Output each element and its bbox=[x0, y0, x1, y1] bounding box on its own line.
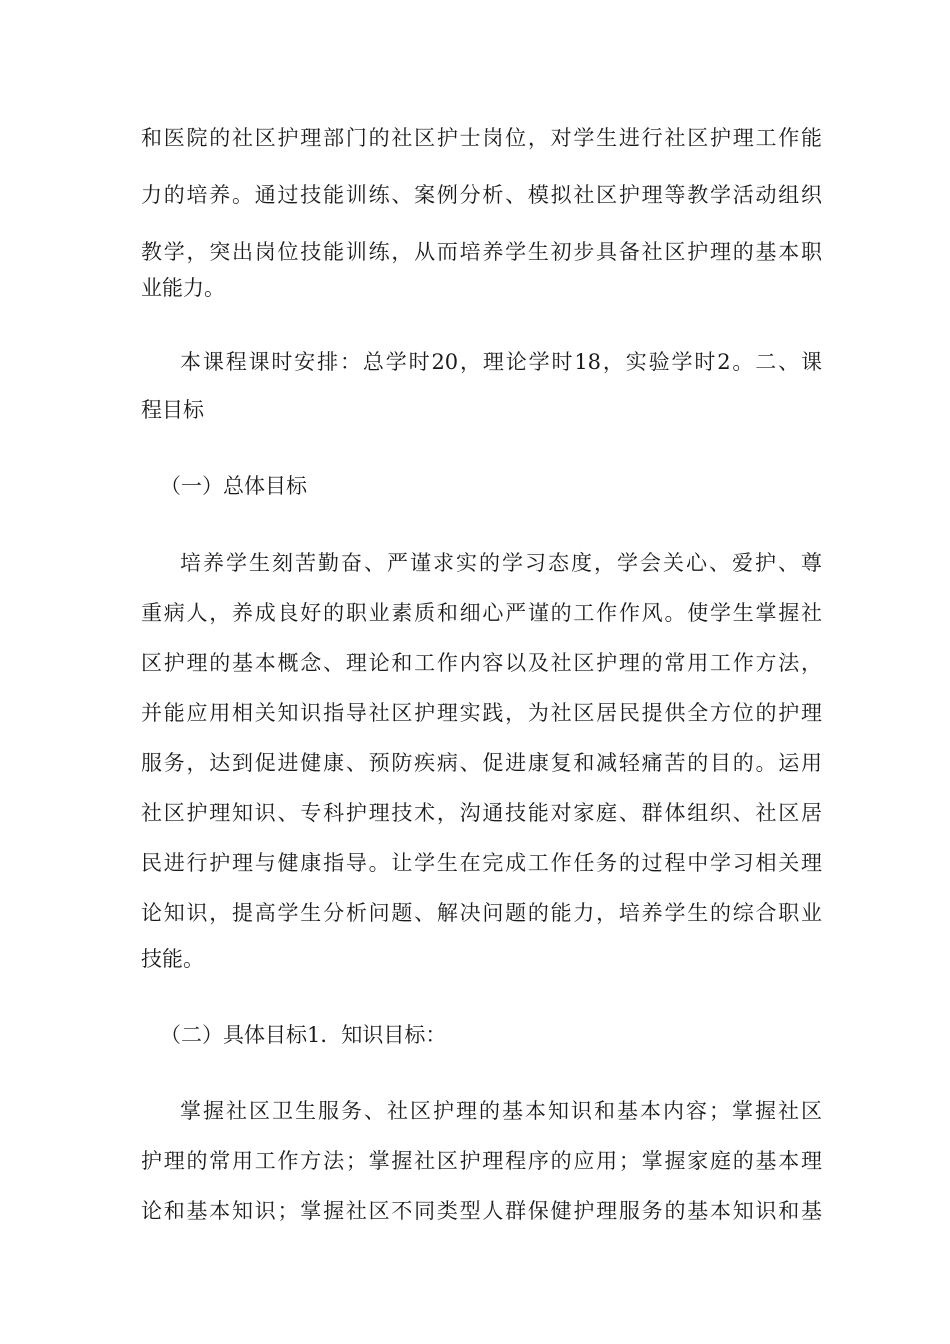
hours-line-1: 本课程课时安排：总学时20，理论学时18，实验学时2。二、课 bbox=[180, 350, 822, 374]
heading-overall-goals: （一）总体目标 bbox=[160, 474, 307, 498]
hours-line-2: 程目标 bbox=[141, 398, 204, 422]
knowledge-line-3: 论和基本知识；掌握社区不同类型人群保健护理服务的基本知识和基 bbox=[141, 1199, 822, 1223]
overall-line-7: 民进行护理与健康指导。让学生在完成工作任务的过程中学习相关理 bbox=[141, 851, 822, 875]
intro-line-2: 力的培养。通过技能训练、案例分析、模拟社区护理等教学活动组织 bbox=[141, 183, 822, 207]
overall-line-4: 并能应用相关知识指导社区护理实践，为社区居民提供全方位的护理 bbox=[141, 701, 822, 725]
heading-specific-goals: （二）具体目标1．知识目标： bbox=[160, 1023, 447, 1047]
knowledge-line-2: 护理的常用工作方法；掌握社区护理程序的应用；掌握家庭的基本理 bbox=[141, 1149, 822, 1173]
overall-line-1: 培养学生刻苦勤奋、严谨求实的学习态度，学会关心、爱护、尊 bbox=[180, 551, 822, 575]
overall-line-9: 技能。 bbox=[141, 947, 204, 971]
intro-line-1: 和医院的社区护理部门的社区护士岗位，对学生进行社区护理工作能 bbox=[141, 126, 822, 150]
overall-line-3: 区护理的基本概念、理论和工作内容以及社区护理的常用工作方法， bbox=[141, 651, 822, 675]
overall-line-6: 社区护理知识、专科护理技术，沟通技能对家庭、群体组织、社区居 bbox=[141, 801, 822, 825]
overall-line-5: 服务，达到促进健康、预防疾病、促进康复和减轻痛苦的目的。运用 bbox=[141, 751, 822, 775]
intro-line-4: 业能力。 bbox=[141, 276, 225, 300]
knowledge-line-1: 掌握社区卫生服务、社区护理的基本知识和基本内容；掌握社区 bbox=[180, 1099, 822, 1123]
overall-line-2: 重病人，养成良好的职业素质和细心严谨的工作作风。使学生掌握社 bbox=[141, 601, 822, 625]
intro-line-3: 教学，突出岗位技能训练，从而培养学生初步具备社区护理的基本职 bbox=[141, 240, 822, 264]
overall-line-8: 论知识，提高学生分析问题、解决问题的能力，培养学生的综合职业 bbox=[141, 901, 822, 925]
